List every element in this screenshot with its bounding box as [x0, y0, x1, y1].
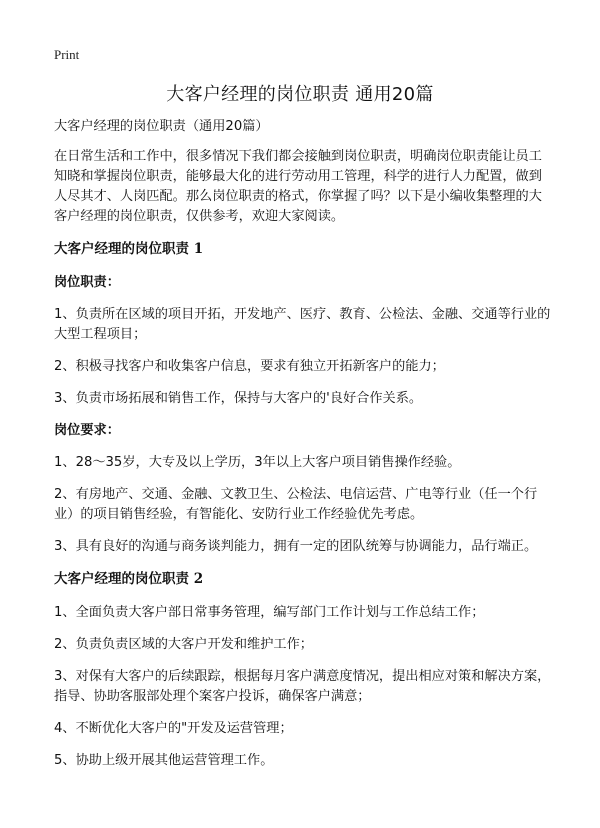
section-2-item: 3、对保有大客户的后续跟踪，根据每月客户满意度情况，提出相应对策和解决方案，指导、协助客服部处理个案客户投诉，确保客户满意；	[54, 669, 551, 704]
duty-item: 1、负责所在区域的项目开拓，开发地产、医疗、教育、公检法、金融、交通等行业的大型工程项目；	[54, 307, 551, 342]
duties-heading: 岗位职责：	[54, 275, 120, 290]
section-2-item: 4、不断优化大客户的"开发及运营管理；	[54, 721, 293, 736]
duty-item: 2、积极寻找客户和收集客户信息，要求有独立开拓新客户的能力；	[54, 359, 445, 374]
document-body	[54, 117, 552, 783]
document-subtitle: 大客户经理的岗位职责（通用20篇）	[54, 119, 269, 134]
duty-item: 3、负责市场拓展和销售工作，保持与大客户的'良好合作关系。	[54, 391, 423, 406]
section-2-item: 1、全面负责大客户部日常事务管理，编写部门工作计划与工作总结工作；	[54, 605, 485, 620]
requirement-item: 1、28～35岁，大专及以上学历，3年以上大客户项目销售操作经验。	[54, 455, 461, 470]
print-label: Print	[54, 47, 80, 62]
section-2-item: 2、负责负责区域的大客户开发和维护工作；	[54, 637, 313, 652]
section-2	[54, 569, 552, 771]
requirements-heading: 岗位要求：	[54, 423, 120, 438]
section-1	[54, 239, 552, 557]
requirement-item: 3、具有良好的沟通与商务谈判能力，拥有一定的团队统筹与协调能力，品行端正。	[54, 539, 538, 554]
section-2-heading: 大客户经理的岗位职责 2	[54, 571, 204, 587]
section-1-heading: 大客户经理的岗位职责 1	[54, 241, 204, 257]
intro-paragraph: 在日常生活和工作中，很多情况下我们都会接触到岗位职责，明确岗位职责能让员工知晓和掌握岗位职责，能够最大化的进行劳动用工管理，科学的进行人力配置，做到人尽其才、人岗匹配。那么岗位职责的格式，你掌握了吗？以下是小编收集整理的大客户经理的岗位职责，仅供参考，欢迎大家阅读。	[54, 149, 542, 224]
document-title: 大客户经理的岗位职责 通用20篇	[166, 84, 434, 105]
section-2-item: 5、协助上级开展其他运营管理工作。	[54, 753, 274, 768]
requirement-item: 2、有房地产、交通、金融、文教卫生、公检法、电信运营、广电等行业（任一个行业）的项目销售经验，有智能化、安防行业工作经验优先考虑。	[54, 487, 538, 522]
